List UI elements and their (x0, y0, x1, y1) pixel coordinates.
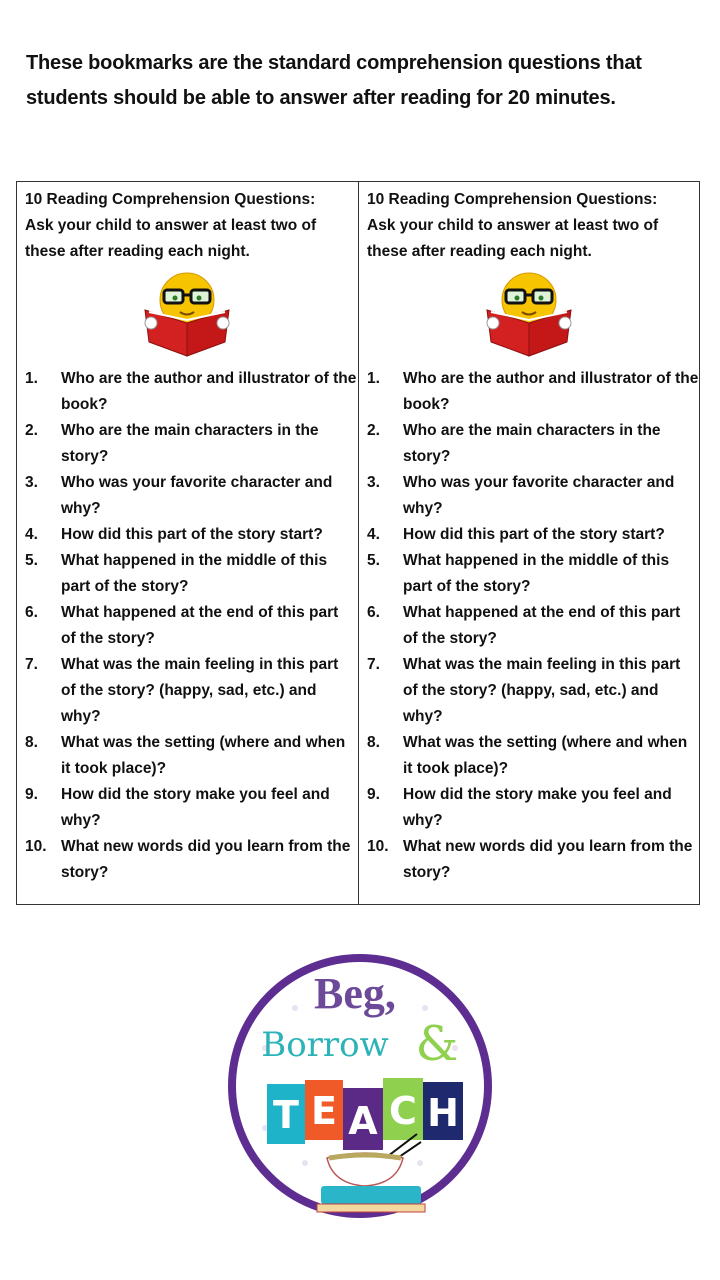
question-item (25, 366, 357, 418)
question-text: Who are the main characters in the story? (403, 422, 661, 465)
question-item (367, 548, 699, 600)
question-text: What was the main feeling in this part of the story? (happy, sad, etc.) and why? (61, 656, 339, 725)
question-item (25, 522, 357, 548)
heading-line: Ask your child to answer at least two of (367, 217, 659, 234)
beg-borrow-teach-logo (225, 948, 495, 1223)
question-number: 8. (367, 734, 380, 751)
question-item (25, 730, 357, 782)
question-text: Who are the author and illustrator of the book? (61, 370, 357, 413)
question-number: 1. (25, 370, 38, 387)
bookmarks-table (16, 181, 700, 905)
question-item (367, 652, 699, 730)
questions-list (25, 366, 357, 886)
heading-line: Ask your child to answer at least two of (25, 217, 317, 234)
question-item (25, 782, 357, 834)
question-item (367, 470, 699, 522)
question-number: 5. (25, 552, 38, 569)
svg-text:H: H (427, 1091, 459, 1135)
question-text: What happened in the middle of this part of the story? (61, 552, 328, 595)
question-item (25, 600, 357, 652)
question-text: What happened at the end of this part of the story? (61, 604, 339, 647)
question-item (25, 470, 357, 522)
questions-list (367, 366, 699, 886)
question-text: How did this part of the story start? (61, 526, 323, 543)
question-item (367, 782, 699, 834)
question-text: Who was your favorite character and why? (403, 474, 675, 517)
heading-line: 10 Reading Comprehension Questions: (367, 191, 658, 208)
question-item (25, 548, 357, 600)
question-number: 4. (25, 526, 38, 543)
question-number: 10. (367, 838, 389, 855)
bookmark-heading (367, 187, 697, 265)
svg-text:Borrow: Borrow (261, 1025, 389, 1065)
question-number: 3. (25, 474, 38, 491)
question-text: How did the story make you feel and why? (403, 786, 672, 829)
question-text: What was the setting (where and when it took place)? (403, 734, 688, 777)
svg-text:T: T (273, 1093, 299, 1137)
intro-text (26, 46, 706, 116)
reading-smiley-icon (137, 268, 237, 358)
question-text: Who are the main characters in the story? (61, 422, 319, 465)
svg-text:&: & (415, 1016, 459, 1072)
bookmark-left (17, 182, 358, 904)
question-number: 2. (367, 422, 380, 439)
heading-line: these after reading each night. (367, 243, 592, 260)
svg-text:A: A (348, 1099, 378, 1143)
svg-text:E: E (311, 1089, 337, 1133)
bookmark-heading (25, 187, 355, 265)
question-item (367, 730, 699, 782)
question-number: 9. (367, 786, 380, 803)
question-number: 7. (25, 656, 38, 673)
question-item (367, 366, 699, 418)
question-text: How did this part of the story start? (403, 526, 665, 543)
question-number: 6. (25, 604, 38, 621)
question-number: 2. (25, 422, 38, 439)
question-number: 6. (367, 604, 380, 621)
question-text: What happened at the end of this part of the story? (403, 604, 681, 647)
bookmark-right (358, 182, 699, 904)
intro-line-1: These bookmarks are the standard comprehension questions that (26, 52, 642, 74)
heading-line: these after reading each night. (25, 243, 250, 260)
question-text: Who was your favorite character and why? (61, 474, 333, 517)
question-number: 5. (367, 552, 380, 569)
question-number: 1. (367, 370, 380, 387)
question-text: Who are the author and illustrator of the book? (403, 370, 699, 413)
question-item (25, 834, 357, 886)
question-text: How did the story make you feel and why? (61, 786, 330, 829)
question-number: 4. (367, 526, 380, 543)
question-number: 8. (25, 734, 38, 751)
question-number: 9. (25, 786, 38, 803)
svg-text:Beg,: Beg, (314, 969, 396, 1018)
question-text: What was the main feeling in this part of the story? (happy, sad, etc.) and why? (403, 656, 681, 725)
svg-text:C: C (389, 1089, 417, 1133)
question-item (25, 652, 357, 730)
heading-line: 10 Reading Comprehension Questions: (25, 191, 316, 208)
question-item (367, 834, 699, 886)
question-item (367, 522, 699, 548)
question-text: What was the setting (where and when it took place)? (61, 734, 346, 777)
reading-smiley-icon (479, 268, 579, 358)
question-number: 3. (367, 474, 380, 491)
question-number: 10. (25, 838, 47, 855)
question-item (367, 418, 699, 470)
question-item (25, 418, 357, 470)
question-text: What new words did you learn from the story? (61, 838, 351, 881)
question-number: 7. (367, 656, 380, 673)
question-text: What new words did you learn from the story? (403, 838, 693, 881)
intro-line-2: students should be able to answer after reading for 20 minutes. (26, 87, 616, 109)
question-text: What happened in the middle of this part of the story? (403, 552, 670, 595)
question-item (367, 600, 699, 652)
